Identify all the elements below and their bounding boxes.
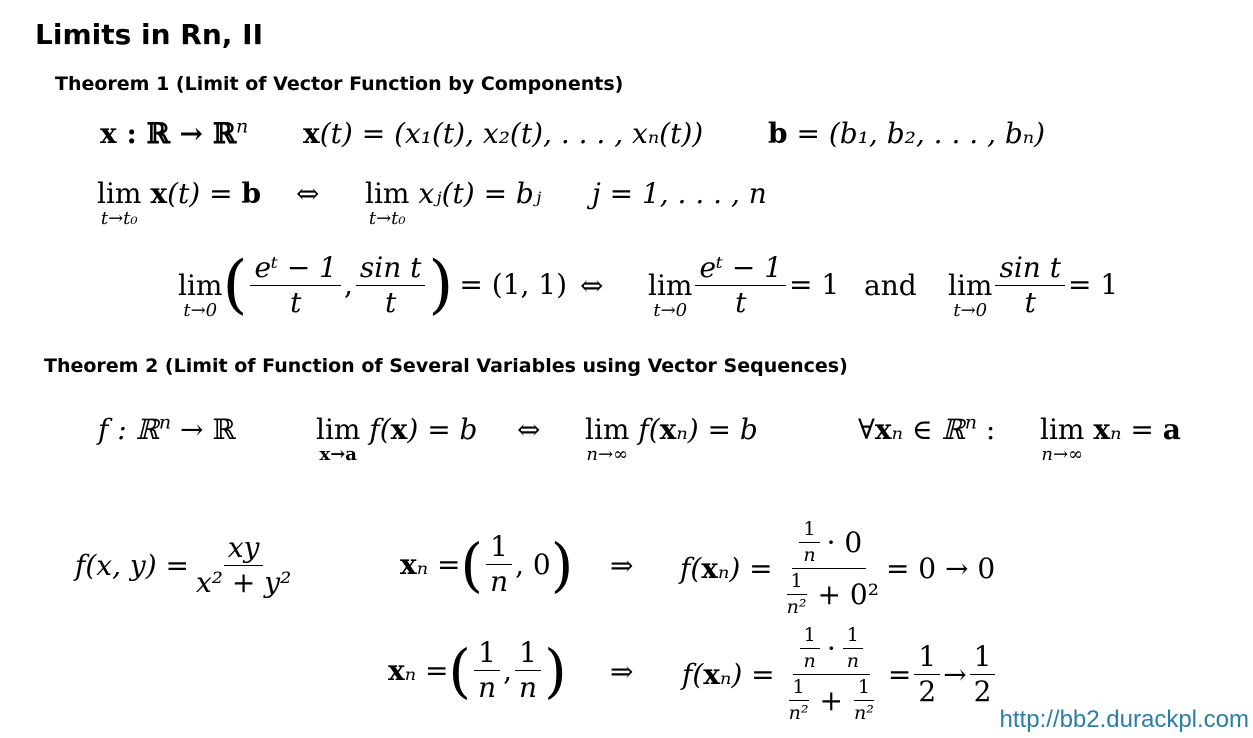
t2-limit-sequence: lim n→∞ f(xₙ) = b — [585, 413, 758, 465]
t1-iff: ⇔ — [296, 177, 320, 210]
website-url[interactable]: http://bb2.durackpl.com — [999, 706, 1249, 733]
t1-example-limit-b: lim t→0 $\frac{\text{sin t}}{t}$ = 1 — [948, 250, 1119, 321]
t2-limit-function: lim x→a f(x) = b — [316, 413, 478, 465]
t2-map: f : ℝ$^n$ → ℝ — [98, 411, 236, 446]
t2-limit-xn: lim n→∞ xₙ = a — [1040, 413, 1181, 465]
example-function: f(x, y) = $\frac{xy}{\text{x² + y²}}$ — [75, 531, 292, 599]
example-evaluation-2: f( x ₙ) = $\frac{1}{n}$ · $\frac{1}{n}$ $\frac{1}{\text{n²}}$ + $\frac{1}{\text{n²}}$ = $\frac{1}{2}$ → $\frac{1}{2}$ — [682, 626, 998, 723]
t1-vector-function: x(t) = (x₁(t), x₂(t), . . . , xₙ(t)) — [303, 117, 704, 150]
example-sequence-2: x ₙ = ( $\frac{1}{n}$ , $\frac{1}{n}$ ) — [388, 636, 567, 705]
t1-example-limit: lim t→0 ( $\frac{\text{eᵗ − 1}}{t}$ , $\frac{\text{sin t}}{t}$ ) = (1, 1) — [178, 248, 568, 322]
t1-vector-b: b = (b₁, b₂, . . . , bₙ) — [768, 117, 1046, 150]
t1-example-iff: ⇔ — [580, 269, 604, 302]
t2-iff: ⇔ — [517, 413, 541, 446]
t1-index-range: j = 1, . . . , n — [592, 177, 767, 210]
t1-limit-vector: lim t→t₀ x(t) = b — [97, 177, 262, 229]
example-implies-2: ⇒ — [610, 655, 634, 688]
example-evaluation-1: f( x ₙ) = $\frac{1}{n}$ · 0 $\frac{1}{\text{n²}}$ + 0² = 0 → 0 — [680, 518, 996, 619]
theorem-1-heading: Theorem 1 (Limit of Vector Function by Components) — [55, 73, 624, 95]
theorem-2-heading: Theorem 2 (Limit of Function of Several Variables using Vector Sequences) — [44, 355, 848, 377]
example-implies-1: ⇒ — [610, 549, 634, 582]
t1-example-and: and — [864, 269, 917, 302]
t1-limit-component: lim t→t₀ xⱼ(t) = bⱼ — [365, 177, 542, 229]
t2-forall: ∀xₙ ∈ ℝ$^n$ : — [858, 411, 996, 446]
t1-example-limit-a: lim t→0 $\frac{\text{eᵗ − 1}}{t}$ = 1 — [648, 250, 840, 321]
page-title: Limits in Rn, II — [35, 18, 264, 51]
t1-map: x : ℝ → ℝ$^n$ — [100, 115, 249, 150]
example-sequence-1: x ₙ = ( $\frac{1}{n}$ , 0 ) — [400, 530, 574, 599]
